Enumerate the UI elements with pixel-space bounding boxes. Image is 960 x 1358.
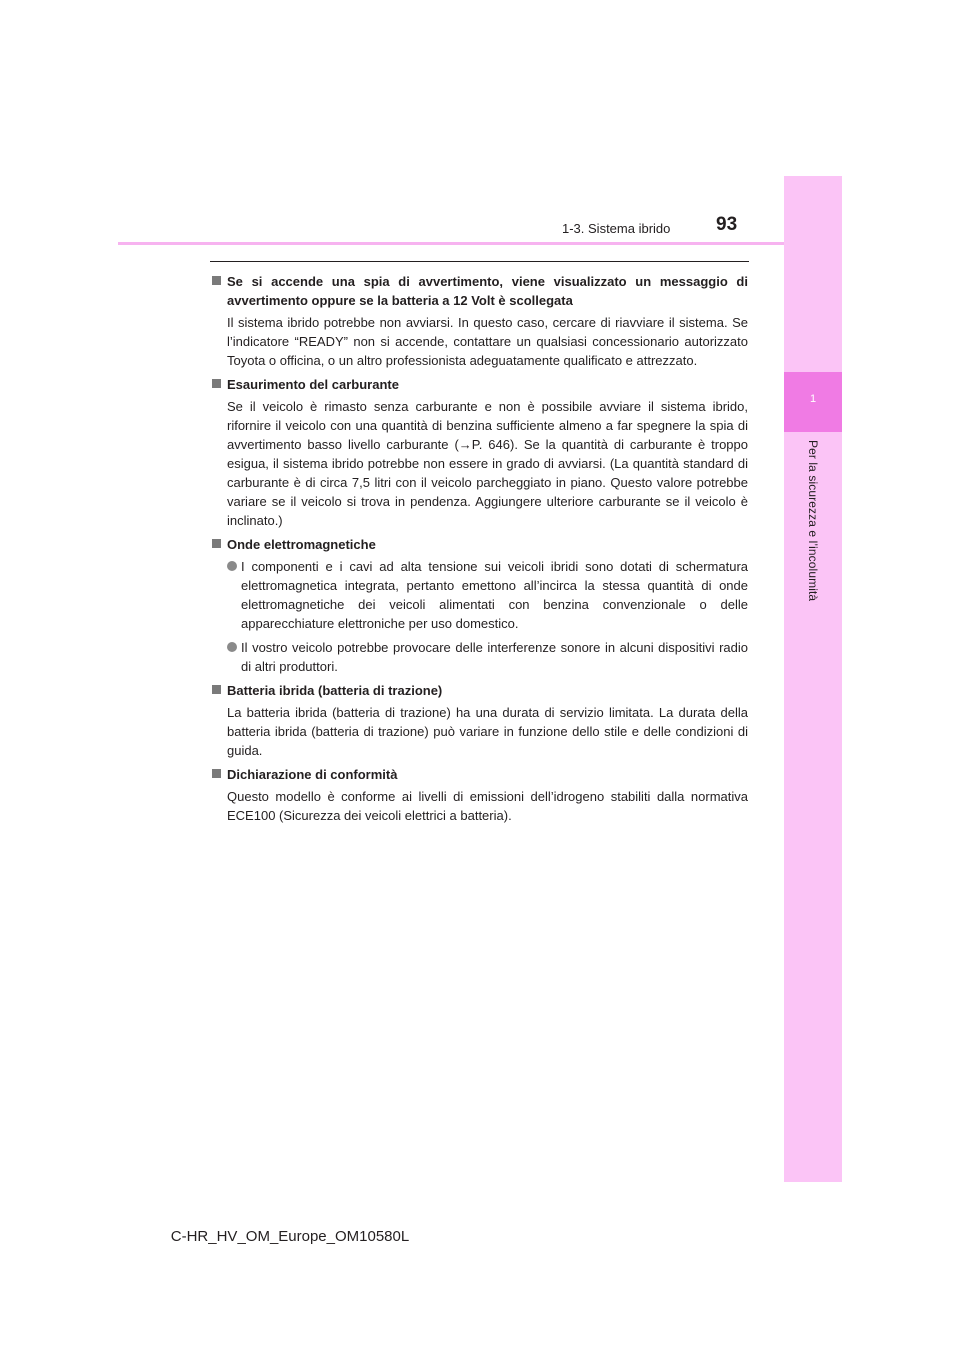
section-heading-text: Se si accende una spia di avvertimento, viene visualizzato un messaggio di avvertimento oppure se la batteria a 12 Volt è scollegata: [227, 274, 748, 308]
document-code: C-HR_HV_OM_Europe_OM10580L: [170, 1228, 410, 1245]
section-body: Questo modello è conforme ai livelli di emissioni dell’idrogeno stabiliti dalla normativa ECE100 (Sicurezza dei veicoli elettrici a batteria).: [227, 789, 748, 823]
square-bullet-icon: [212, 276, 221, 285]
round-bullet-icon: [227, 642, 237, 652]
section-heading: [210, 535, 748, 554]
list-item: [210, 557, 748, 633]
section-heading: [210, 681, 748, 700]
chapter-title: Per la sicurezza e l’incolumità: [806, 440, 820, 602]
list-item-text: Il vostro veicolo potrebbe provocare delle interferenze sonore in alcuni dispositivi radio di altri produttori.: [241, 640, 748, 674]
content-top-rule: [210, 261, 749, 262]
list-item: [210, 638, 748, 676]
section-heading: [210, 765, 748, 784]
round-bullet-icon: [227, 561, 237, 571]
chapter-tab-strip: [784, 176, 842, 1182]
section-body: Se il veicolo è rimasto senza carburante e non è possibile avviare il sistema ibrido, rifornire il veicolo con una quantità di benzina sufficiente almeno a far spegnere la spia di avvertimento basso livello carburante (→P. 646). Se la quantità di carburante è troppo esigua, il sistema ibrido potrebbe non essere in grado di avviarsi. (La quantità standard di carburante è di circa 7,5 litri con il veicolo parcheggiato in piano. Questo valore potrebbe variare se il veicolo si trova in pendenza. Aggiungere ulteriore carburante se il veicolo è inclinato.): [227, 399, 748, 528]
section-body: La batteria ibrida (batteria di trazione) ha una durata di servizio limitata. La durata della batteria ibrida (batteria di trazione) può variare in funzione dello stile e delle condizioni di guida.: [227, 705, 748, 758]
section-heading-text: Esaurimento del carburante: [227, 377, 399, 392]
page-content: [210, 268, 748, 830]
list-item-text: I componenti e i cavi ad alta tensione sui veicoli ibridi sono dotati di schermatura elettromagnetica integrata, pertanto emettono all’incirca la stessa quantità di onde elettromagnetiche dei veicoli alimentati con benzina convenzionale o delle apparecchiature elettroniche per uso domestico.: [241, 559, 748, 631]
header-divider: [118, 242, 784, 245]
section-heading: [210, 375, 748, 394]
section-heading-text: Onde elettromagnetiche: [227, 537, 376, 552]
section-heading-text: Batteria ibrida (batteria di trazione): [227, 683, 443, 698]
page-number: 93: [716, 214, 738, 235]
running-header-section: 1-3. Sistema ibrido: [562, 221, 671, 236]
chapter-number: 1: [809, 393, 817, 405]
square-bullet-icon: [212, 539, 221, 548]
section-heading: [210, 272, 748, 310]
section-body: Il sistema ibrido potrebbe non avviarsi. In questo caso, cercare di riavviare il sistema. Se l’indicatore “READY” non si accende, contattare un qualsiasi concessionario autorizzato Toyota o officina, o un altro professionista adeguatamente qualificato e attrezzato.: [227, 315, 748, 368]
square-bullet-icon: [212, 769, 221, 778]
square-bullet-icon: [212, 379, 221, 388]
section-heading-text: Dichiarazione di conformità: [227, 767, 398, 782]
square-bullet-icon: [212, 685, 221, 694]
